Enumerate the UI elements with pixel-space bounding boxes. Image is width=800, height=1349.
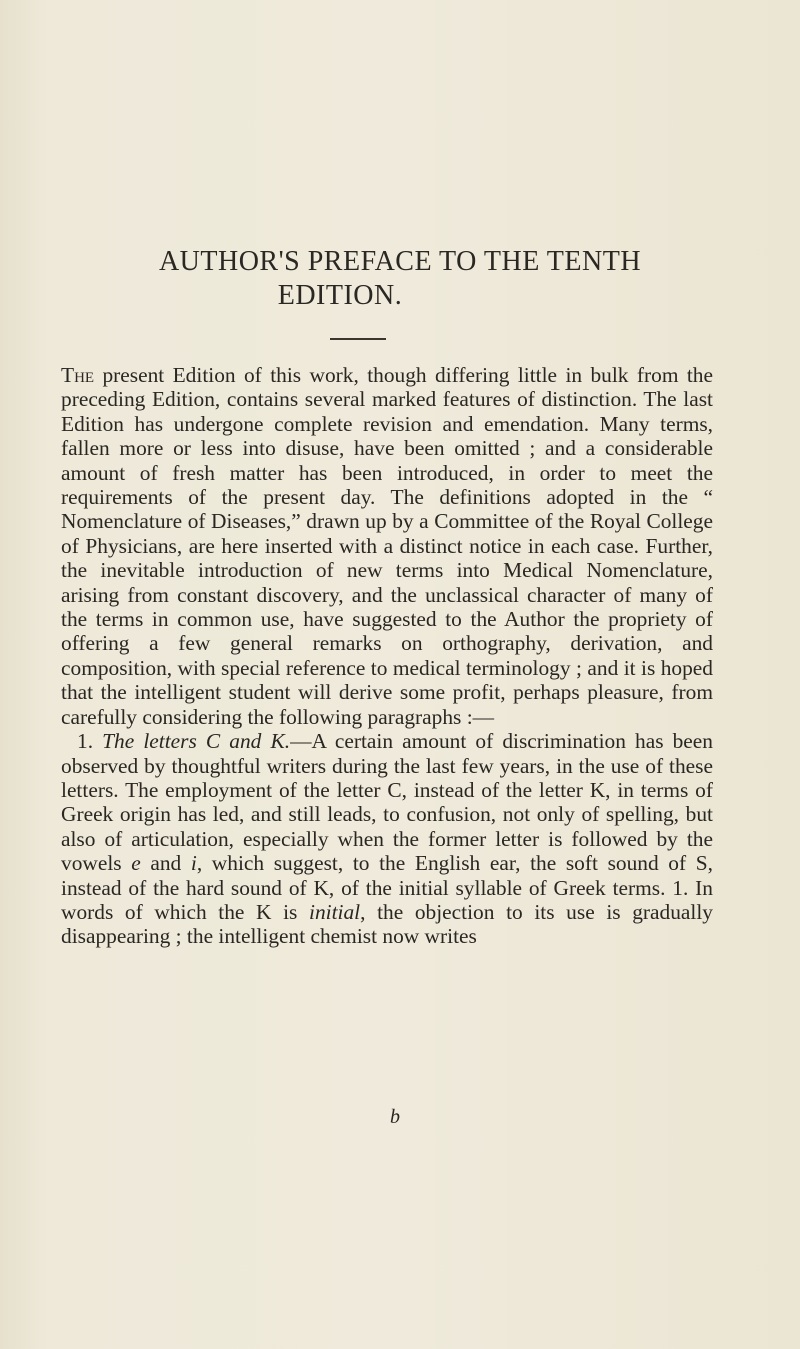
section-heading: The letters C and K. — [102, 729, 291, 754]
initial-word: initial — [309, 899, 361, 924]
section-text-2: , which suggest, to the English ear, the soft sound of S, instead of the hard sound of K, of the initial syllable of Greek terms. 1. In words of which the K is — [61, 851, 713, 924]
intro-lead-word: The — [61, 363, 95, 387]
intro-text: present Edition of this work, though differing little in bulk from the preceding Edition, contains several marked features of distinction. The last Edition has undergone complete revision and emendation. Many terms, fallen more or less into disuse, have been omitted ; and a considerable amount of fresh matter has been introduced, in order to meet the requirements of the present day. The definitions adopted in the “ Nomenclature of Diseases,” drawn up by a Committee of the Royal College of Physicians, are here inserted with a distinct notice in each case. Further, the inevitable introduction of new terms into Medical Nomenclature, arising from constant discovery, and the unclassical character of many of the terms in common use, have suggested to the Author the propriety of offering a few general remarks on orthography, derivation, and composition, with special reference to medical terminology ; and it is hoped that the intelligent student will derive some profit, perhaps pleasure, from carefully considering the following paragraphs :— — [61, 363, 713, 729]
paragraph-intro — [61, 363, 713, 729]
title-rule — [330, 338, 386, 340]
preface-title-line-2: EDITION. — [277, 280, 403, 311]
section-text-1: —A certain amount of discrimination has been observed by thoughtful writers during the last few years, in the use of these letters. The employment of the letter C, instead of the letter K, in terms of Greek origin has led, and still leads, to confusion, not only of spelling, but also of articulation, especially when the former letter is followed by the vowels — [61, 729, 713, 876]
preface-body — [61, 363, 713, 949]
signature-mark: b — [390, 1106, 400, 1128]
vowel-i: i — [190, 851, 197, 876]
paragraph-letters-c-k — [61, 729, 713, 949]
section-text-3: , the objection to its use is gradually disappearing ; the intelligent chemist now writes — [61, 899, 713, 949]
preface-title-line-1: AUTHOR'S PREFACE TO THE TENTH — [158, 246, 642, 277]
vowel-e: e — [131, 851, 141, 876]
section-text-and: and — [140, 851, 191, 876]
section-number: 1. — [77, 729, 94, 754]
